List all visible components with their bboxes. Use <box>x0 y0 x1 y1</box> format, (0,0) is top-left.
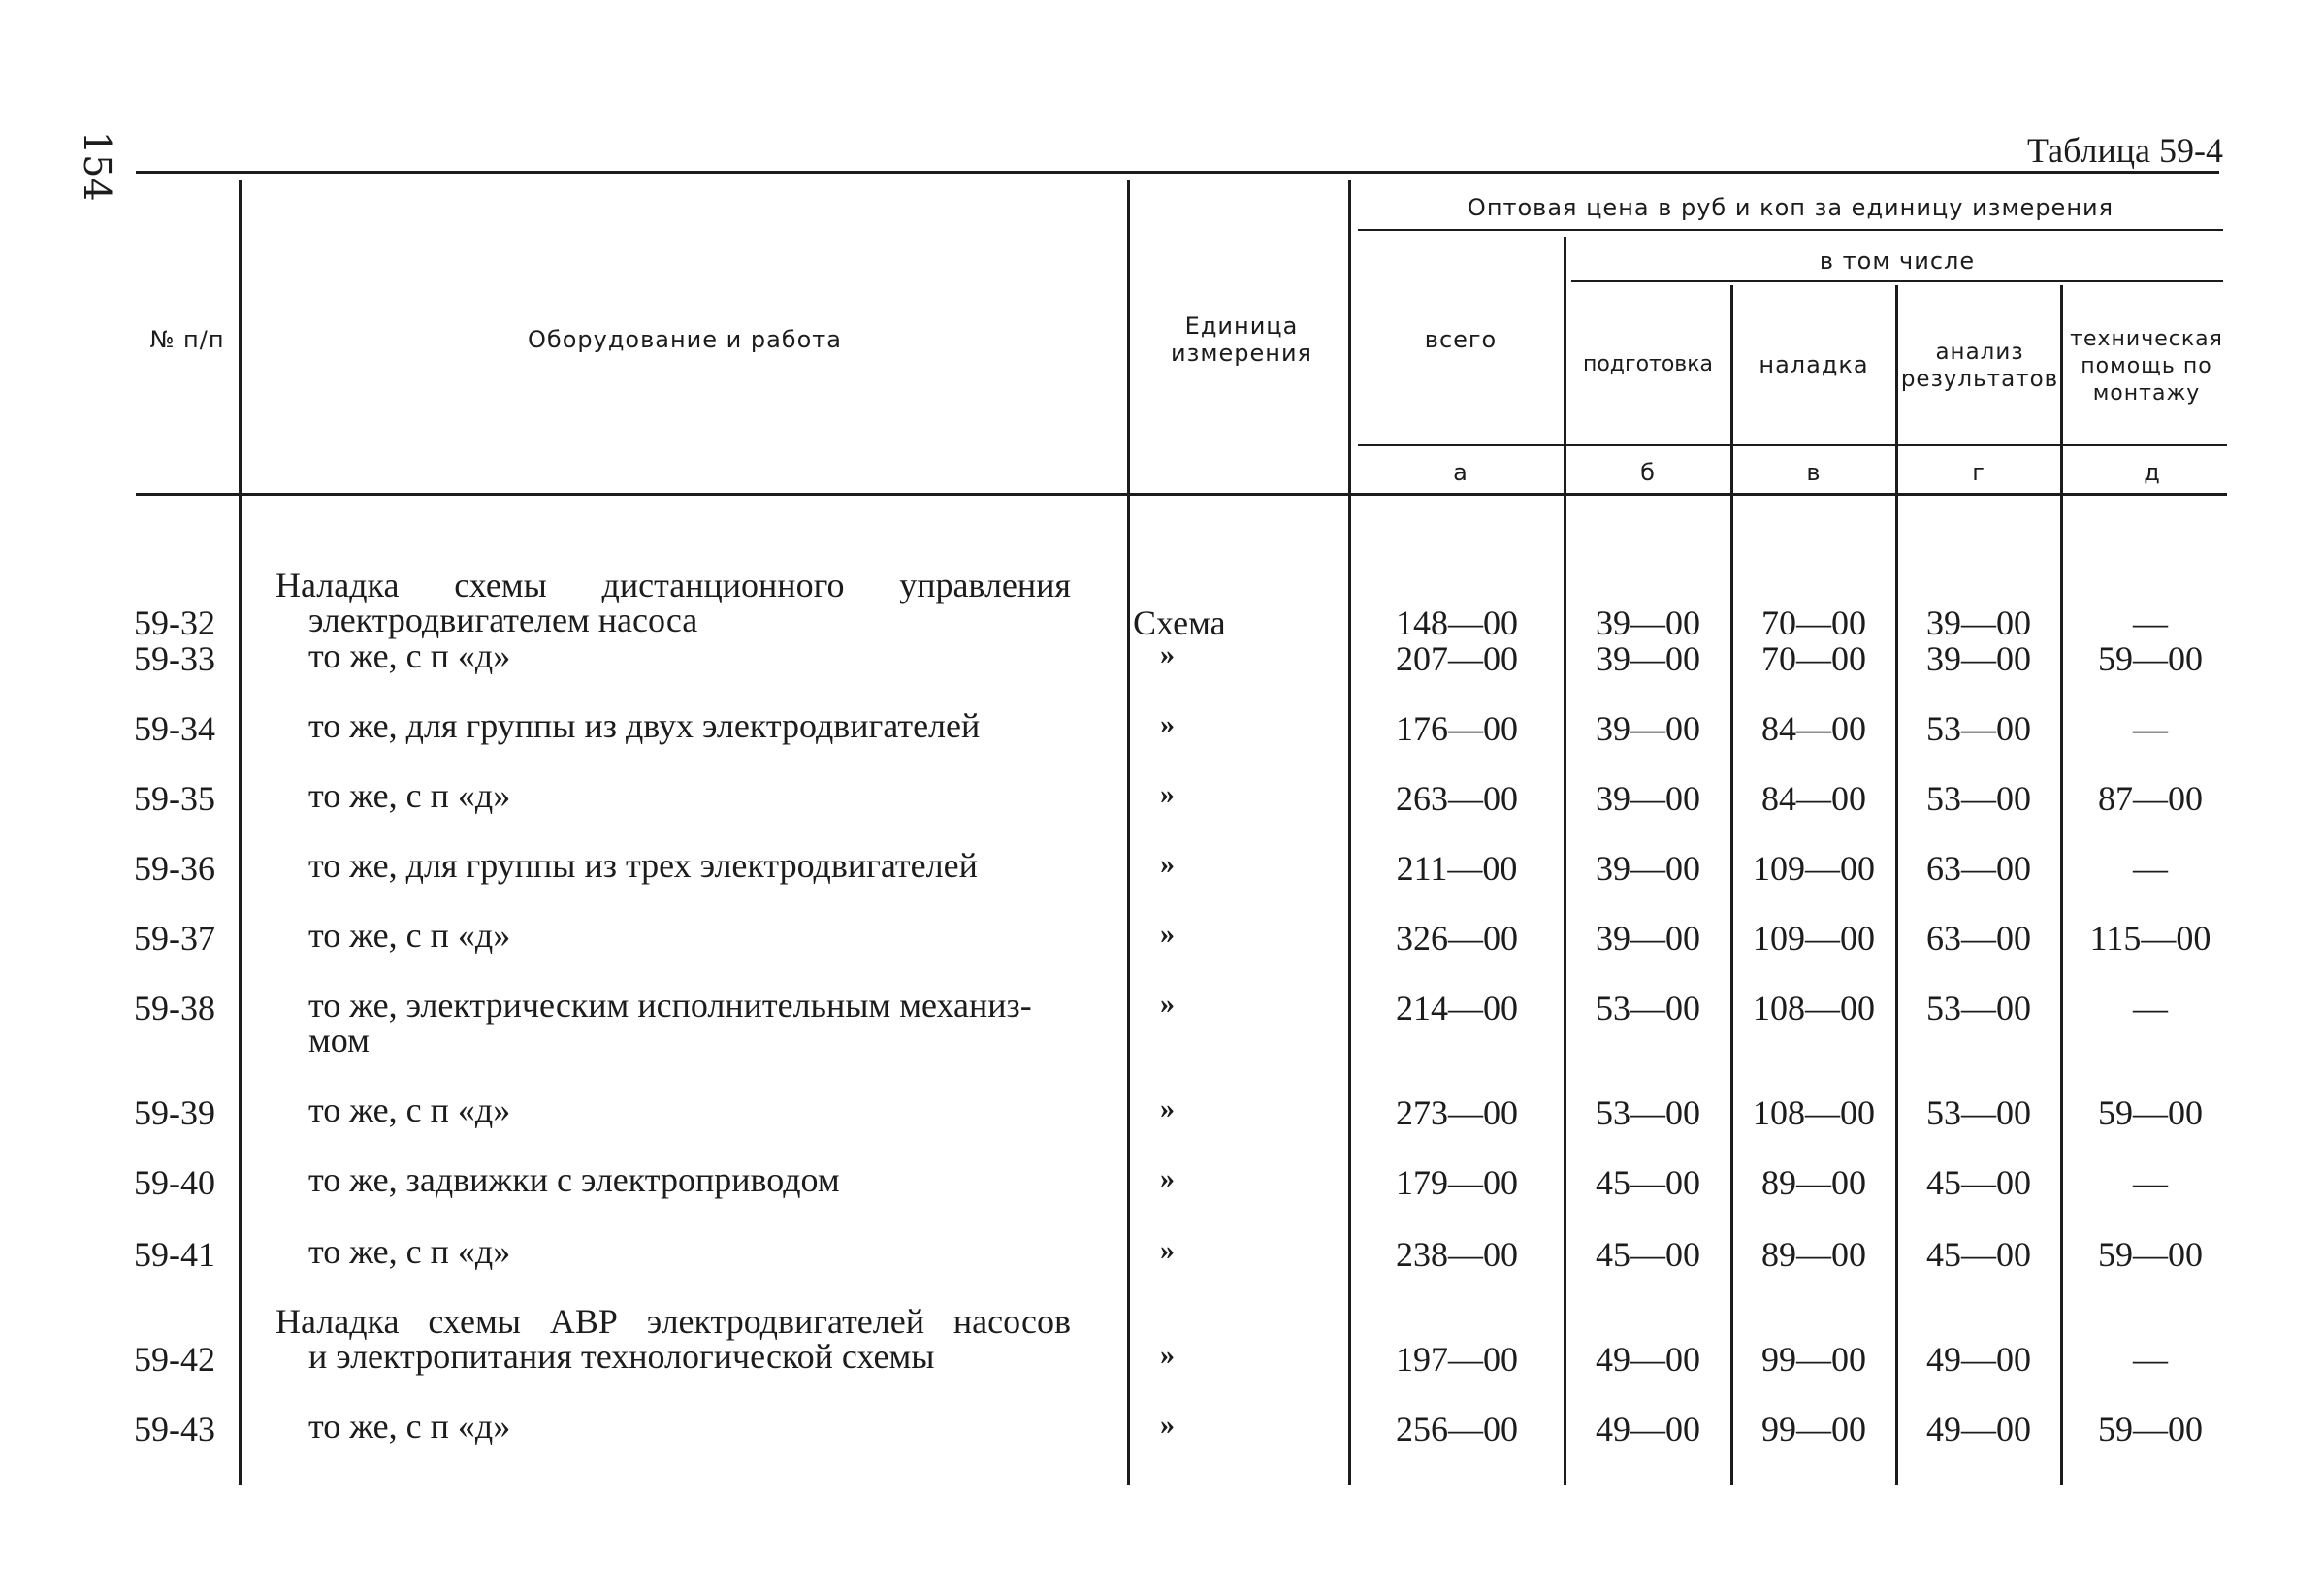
price-prep: 49—00 <box>1596 1340 1700 1379</box>
price-analysis: 63—00 <box>1926 849 2031 888</box>
price-analysis: 39—00 <box>1926 639 2031 678</box>
price-prep: 39—00 <box>1596 919 1700 958</box>
description-line: Наладка схемы дистанционного управления <box>275 566 1071 604</box>
price-tech-help: 59—00 <box>2098 1235 2203 1274</box>
col-rule-desc <box>1127 180 1130 1485</box>
price-adjust: 70—00 <box>1761 603 1866 642</box>
row-description <box>308 1092 1104 1127</box>
price-tech-help: 59—00 <box>2098 1093 2203 1132</box>
price-tech-help: 87—00 <box>2098 779 2203 818</box>
row-unit: » <box>1160 638 1175 670</box>
price-adjust: 89—00 <box>1761 1163 1866 1202</box>
header-bottom-rule <box>136 493 2227 496</box>
row-number: 59-37 <box>134 919 215 958</box>
header-price: Оптовая цена в руб и коп за единицу измерения <box>1467 194 2114 221</box>
row-number: 59-43 <box>134 1410 215 1448</box>
row-number: 59-34 <box>134 709 215 748</box>
row-unit: » <box>1160 1092 1175 1124</box>
row-number: 59-32 <box>134 603 215 642</box>
row-number: 59-38 <box>134 989 215 1027</box>
row-unit: » <box>1160 778 1175 810</box>
letters-top-rule <box>1358 444 2227 446</box>
price-tech-help: 115—00 <box>2089 919 2211 958</box>
price-analysis: 63—00 <box>1926 919 2031 958</box>
row-number: 59-42 <box>134 1340 215 1379</box>
row-unit: Схема <box>1133 603 1226 642</box>
row-unit: » <box>1160 1162 1175 1194</box>
description-line: то же, для группы из трех электродвигателей <box>308 846 978 885</box>
header-analysis: анализ результатов <box>1900 340 2059 392</box>
col-rule-no <box>239 180 242 1485</box>
row-description <box>308 778 1104 813</box>
header-equipment: Оборудование и работа <box>528 326 842 353</box>
row-description <box>308 708 1104 743</box>
description-line: то же, задвижки с электроприводом <box>308 1160 840 1199</box>
price-analysis: 53—00 <box>1926 709 2031 748</box>
price-tech-help: — <box>2133 709 2168 748</box>
header-prep: подготовка <box>1582 352 1714 376</box>
row-unit: » <box>1160 708 1175 740</box>
row-unit: » <box>1160 918 1175 950</box>
row-unit: » <box>1160 1409 1175 1441</box>
row-number: 59-41 <box>134 1235 215 1274</box>
price-total: 273—00 <box>1396 1093 1518 1132</box>
price-prep: 39—00 <box>1596 603 1700 642</box>
price-analysis: 45—00 <box>1926 1235 2031 1274</box>
letter-g: г <box>1972 459 1985 486</box>
price-prep: 49—00 <box>1596 1410 1700 1448</box>
letter-a: а <box>1453 459 1469 486</box>
price-total: 176—00 <box>1396 709 1518 748</box>
price-prep: 53—00 <box>1596 989 1700 1027</box>
row-description <box>275 1304 1071 1374</box>
price-total: 211—00 <box>1396 849 1518 888</box>
table-title: Таблица 59-4 <box>2027 131 2223 170</box>
row-description <box>308 638 1104 673</box>
header-adjust: наладка <box>1759 351 1869 378</box>
price-adjust: 84—00 <box>1761 709 1866 748</box>
price-total: 148—00 <box>1396 603 1518 642</box>
price-adjust: 84—00 <box>1761 779 1866 818</box>
price-adjust: 108—00 <box>1753 989 1875 1027</box>
row-unit: » <box>1160 1339 1175 1371</box>
header-unit: Единица измерения <box>1171 312 1312 367</box>
price-adjust: 70—00 <box>1761 639 1866 678</box>
price-group-rule <box>1358 229 2223 231</box>
price-adjust: 99—00 <box>1761 1340 1866 1379</box>
price-prep: 39—00 <box>1596 639 1700 678</box>
header-total: всего <box>1424 326 1498 353</box>
description-line: мом <box>308 1021 370 1059</box>
price-tech-help: 59—00 <box>2098 639 2203 678</box>
price-tech-help: — <box>2133 989 2168 1027</box>
row-description <box>308 988 1104 1057</box>
description-line: то же, для группы из двух электродвигателей <box>308 706 981 745</box>
price-adjust: 108—00 <box>1753 1093 1875 1132</box>
row-number: 59-35 <box>134 779 215 818</box>
row-number: 59-40 <box>134 1163 215 1202</box>
letter-v: в <box>1806 459 1822 486</box>
price-tech-help: — <box>2133 849 2168 888</box>
row-description <box>308 1162 1104 1197</box>
letter-d: д <box>2144 459 2161 486</box>
including-group-rule <box>1571 280 2223 282</box>
price-total: 256—00 <box>1396 1410 1518 1448</box>
price-prep: 53—00 <box>1596 1093 1700 1132</box>
row-description <box>308 1409 1104 1444</box>
row-unit: » <box>1160 848 1175 880</box>
row-number: 59-36 <box>134 849 215 888</box>
description-line: то же, с п «д» <box>308 1090 511 1129</box>
description-line: то же, с п «д» <box>308 776 511 815</box>
price-total: 326—00 <box>1396 919 1518 958</box>
col-rule-unit <box>1348 180 1351 1485</box>
description-line: и электропитания технологической схемы <box>308 1337 935 1376</box>
price-analysis: 49—00 <box>1926 1410 2031 1448</box>
header-tech: техническая помощь по монтажу <box>2070 327 2223 406</box>
row-number: 59-33 <box>134 639 215 678</box>
row-number: 59-39 <box>134 1093 215 1132</box>
price-tech-help: — <box>2133 1340 2168 1379</box>
price-adjust: 99—00 <box>1761 1410 1866 1448</box>
page-number: 154 <box>76 131 118 202</box>
description-line: то же, с п «д» <box>308 1407 511 1446</box>
header-including: в том числе <box>1819 247 1976 275</box>
price-tech-help: — <box>2133 603 2168 642</box>
price-total: 207—00 <box>1396 639 1518 678</box>
description-line: то же, с п «д» <box>308 636 511 675</box>
row-description <box>308 1234 1104 1269</box>
price-tech-help: 59—00 <box>2098 1410 2203 1448</box>
price-tech-help: — <box>2133 1163 2168 1202</box>
price-total: 263—00 <box>1396 779 1518 818</box>
description-line: Наладка схемы АВР электродвигателей насосов <box>275 1302 1071 1341</box>
letter-b: б <box>1640 459 1656 486</box>
row-description <box>308 918 1104 953</box>
row-unit: » <box>1160 988 1175 1020</box>
description-line: то же, с п «д» <box>308 1232 511 1271</box>
price-total: 179—00 <box>1396 1163 1518 1202</box>
price-total: 197—00 <box>1396 1340 1518 1379</box>
price-adjust: 109—00 <box>1753 849 1875 888</box>
price-analysis: 39—00 <box>1926 603 2031 642</box>
row-description <box>308 848 1104 883</box>
price-adjust: 89—00 <box>1761 1235 1866 1274</box>
price-analysis: 49—00 <box>1926 1340 2031 1379</box>
price-total: 238—00 <box>1396 1235 1518 1274</box>
header-no: № п/п <box>149 326 225 353</box>
description-line: электродвигателем насоса <box>308 601 698 639</box>
row-description <box>275 568 1071 637</box>
table-top-rule <box>136 171 2219 174</box>
price-adjust: 109—00 <box>1753 919 1875 958</box>
price-prep: 45—00 <box>1596 1235 1700 1274</box>
description-line: то же, электрическим исполнительным механиз- <box>308 986 1032 1025</box>
price-analysis: 53—00 <box>1926 989 2031 1027</box>
price-analysis: 53—00 <box>1926 1093 2031 1132</box>
row-unit: » <box>1160 1234 1175 1266</box>
price-prep: 39—00 <box>1596 709 1700 748</box>
description-line: то же, с п «д» <box>308 916 511 955</box>
price-analysis: 45—00 <box>1926 1163 2031 1202</box>
price-prep: 45—00 <box>1596 1163 1700 1202</box>
price-prep: 39—00 <box>1596 849 1700 888</box>
price-prep: 39—00 <box>1596 779 1700 818</box>
price-analysis: 53—00 <box>1926 779 2031 818</box>
price-total: 214—00 <box>1396 989 1518 1027</box>
